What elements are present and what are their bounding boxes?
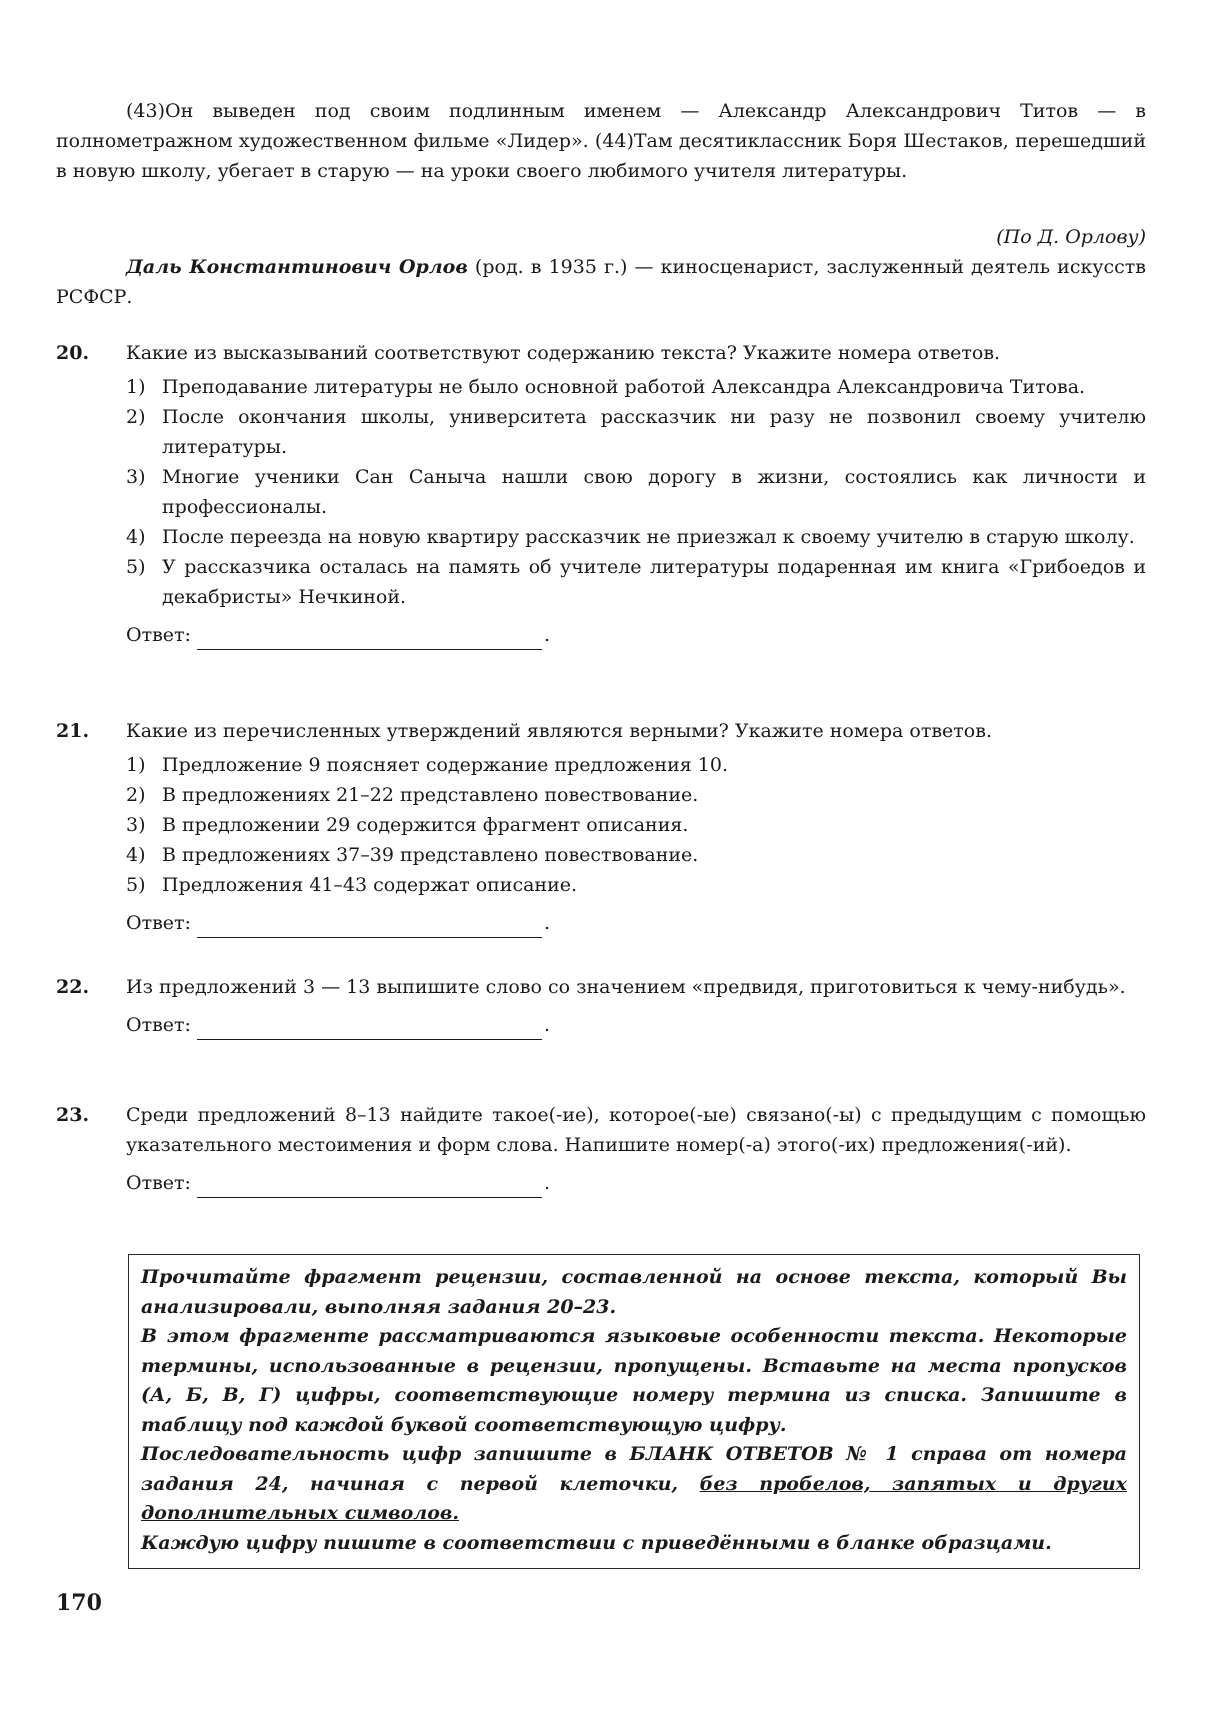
task-prompt: Какие из перечисленных утверждений являются верными? Укажите номера ответов.: [126, 720, 992, 742]
option-number: 3): [126, 466, 146, 488]
option-text: После переезда на новую квартиру рассказчик не приезжал к своему учителю в старую школу.: [162, 526, 1135, 548]
answer-dot: .: [543, 1014, 550, 1036]
option-text: Преподавание литературы не было основной работой Александра Александровича Титова.: [162, 376, 1086, 398]
option-item: [126, 870, 1146, 900]
answer-row: [126, 620, 1146, 650]
instruction-p3-start: Последовательность цифр запишите в БЛАНК ОТВЕТОВ № 1 справа от номера задания 24, начиная с первой клеточки,: [141, 1443, 1127, 1495]
option-text: В предложениях 37–39 представлено повествование.: [162, 844, 699, 866]
answer-blank[interactable]: [197, 915, 542, 938]
option-text: В предложении 29 содержится фрагмент описания.: [162, 814, 689, 836]
author-bio: (род. в 1935 г.) — киносценарист, заслуженный деятель искусств РСФСР.: [56, 256, 1146, 308]
answer-options: [126, 750, 1146, 900]
option-item: [126, 462, 1146, 522]
excerpt-sentence-43-44: (43)Он выведен под своим подлинным именем — Александр Александрович Титов — в полнометражном художественном фильме «Лидер». (44)Там десятиклассник Боря Шестаков, перешедший в новую школу, убегает в старую — на уроки своего любимого учителя литературы.: [56, 100, 1146, 182]
answer-blank[interactable]: [197, 1017, 542, 1040]
task-number: 22.: [56, 976, 90, 998]
task-prompt: Среди предложений 8–13 найдите такое(-ие), которое(-ые) связано(-ы) с предыдущим с помощью указательного местоимения и форм слова. Напишите номер(-а) этого(-их) предложения(-ий).: [126, 1104, 1146, 1156]
option-number: 5): [126, 556, 146, 578]
instruction-p4: Каждую цифру пишите в соответствии с приведёнными в бланке образцами.: [141, 1531, 1052, 1554]
option-text: Предложения 41–43 содержат описание.: [162, 874, 578, 896]
page-number: 170: [56, 1590, 102, 1616]
task-21: [56, 716, 1146, 938]
instruction-p3-underlined: без пробелов, запятых и других дополнительных символов.: [141, 1472, 1127, 1524]
option-number: 1): [126, 754, 146, 776]
instruction-box: [128, 1254, 1140, 1569]
option-item: [126, 522, 1146, 552]
option-item: [126, 372, 1146, 402]
answer-row: [126, 1010, 1146, 1040]
option-item: [126, 552, 1146, 612]
option-text: Предложение 9 поясняет содержание предложения 10.: [162, 754, 728, 776]
option-item: [126, 810, 1146, 840]
answer-options: [126, 372, 1146, 612]
option-number: 1): [126, 376, 146, 398]
option-text: В предложениях 21–22 представлено повествование.: [162, 784, 699, 806]
option-text: Многие ученики Сан Саныча нашли свою дорогу в жизни, состоялись как личности и профессионалы.: [162, 466, 1146, 518]
text-source: (По Д. Орлову): [996, 226, 1146, 248]
option-number: 4): [126, 526, 146, 548]
task-20: [56, 338, 1146, 650]
option-number: 2): [126, 406, 146, 428]
answer-blank[interactable]: [197, 627, 542, 650]
instruction-p3: [141, 1440, 1127, 1529]
instruction-p1: Прочитайте фрагмент рецензии, составленной на основе текста, который Вы анализировали, выполняя задания 20–23.: [141, 1266, 1127, 1318]
option-item: [126, 780, 1146, 810]
option-number: 2): [126, 784, 146, 806]
option-number: 3): [126, 814, 146, 836]
instruction-p2: В этом фрагменте рассматриваются языковые особенности текста. Некоторые термины, использованные в рецензии, пропущены. Вставьте на места пропусков (А, Б, В, Г) цифры, соответствующие номеру термина из списка. Запишите в таблицу под каждой буквой соответствующую цифру.: [141, 1325, 1127, 1436]
task-number: 21.: [56, 720, 90, 742]
option-item: [126, 402, 1146, 462]
answer-dot: .: [543, 624, 550, 646]
option-text: После окончания школы, университета рассказчик ни разу не позвонил своему учителю литературы.: [162, 406, 1146, 458]
option-text: У рассказчика осталась на память об учителе литературы подаренная им книга «Грибоедов и декабристы» Нечкиной.: [162, 556, 1146, 608]
task-23: [56, 1100, 1146, 1198]
task-prompt: Какие из высказываний соответствуют содержанию текста? Укажите номера ответов.: [126, 342, 1001, 364]
answer-label: Ответ:: [126, 1014, 191, 1036]
answer-row: [126, 908, 1146, 938]
answer-blank[interactable]: [197, 1175, 542, 1198]
answer-row: [126, 1168, 1146, 1198]
task-prompt: Из предложений 3 — 13 выпишите слово со значением «предвидя, приготовиться к чему-нибудь».: [126, 976, 1126, 998]
answer-label: Ответ:: [126, 1172, 191, 1194]
task-22: [56, 972, 1146, 1040]
task-number: 20.: [56, 342, 90, 364]
option-number: 5): [126, 874, 146, 896]
author-name: Даль Константинович Орлов: [126, 256, 468, 278]
author-note: [56, 252, 1146, 312]
answer-dot: .: [543, 1172, 550, 1194]
answer-dot: .: [543, 912, 550, 934]
option-item: [126, 750, 1146, 780]
option-number: 4): [126, 844, 146, 866]
option-item: [126, 840, 1146, 870]
task-number: 23.: [56, 1104, 90, 1126]
answer-label: Ответ:: [126, 624, 191, 646]
answer-label: Ответ:: [126, 912, 191, 934]
